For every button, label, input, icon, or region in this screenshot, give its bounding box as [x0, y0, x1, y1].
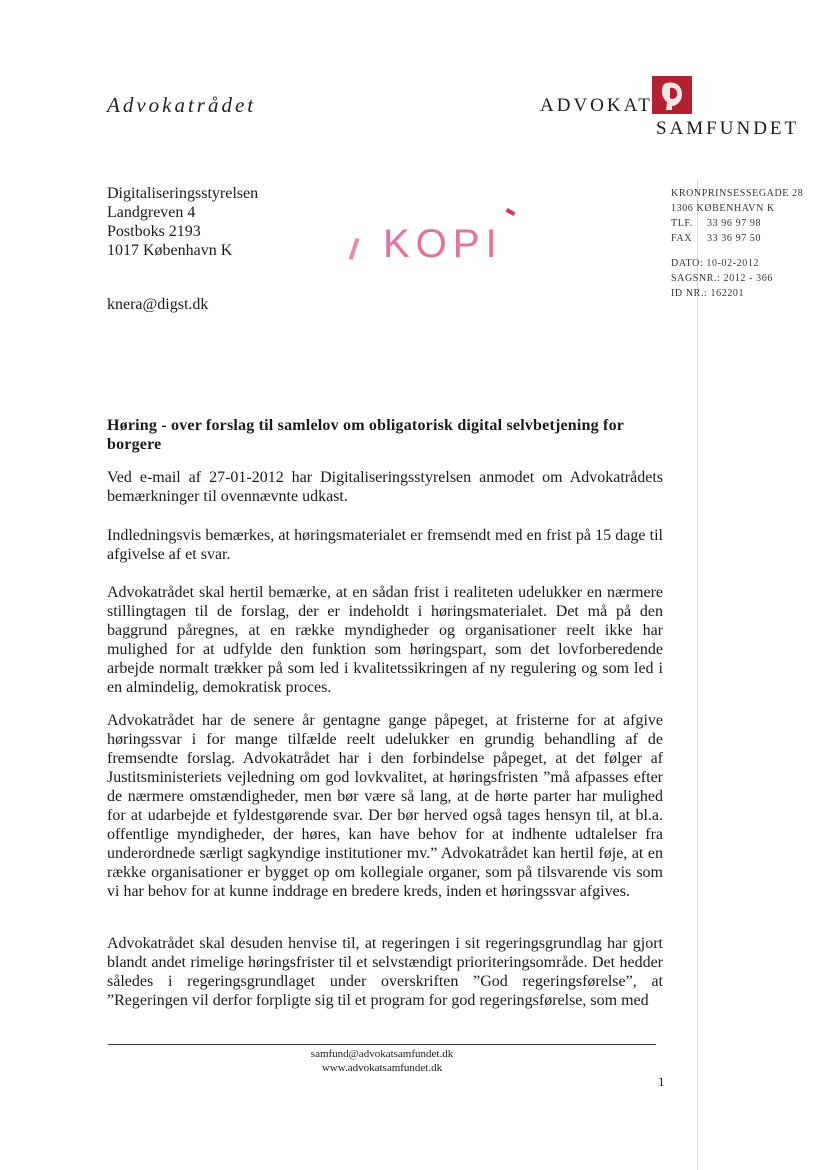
fax-number: 33 36 97 50: [707, 233, 762, 244]
footer-contact: [108, 1047, 656, 1075]
logo-text-samfundet: SAMFUNDET: [656, 118, 800, 139]
id-number: ID NR.: 162201: [671, 288, 745, 299]
organisation-name: Advokatrådet: [107, 93, 257, 117]
body-paragraph: Ved e-mail af 27-01-2012 har Digitaliseringsstyrelsen anmodet om Advokatrådets bemærkninger til ovennævnte udkast.: [107, 469, 663, 505]
sender-street: KRONPRINSESSEGADE 28: [671, 188, 804, 199]
kopi-stamp: KOPI: [383, 222, 503, 266]
margin-divider: [697, 180, 698, 1170]
footer-email: samfund@advokatsamfundet.dk: [310, 1048, 454, 1060]
sender-fax: [671, 231, 803, 246]
body-paragraph: Indledningsvis bemærkes, at høringsmaterialet er fremsendt med en frist på 15 dage til afgivelse af et svar.: [107, 527, 663, 563]
letter-date: DATO: 10-02-2012: [671, 258, 760, 269]
sender-phone: [671, 216, 803, 231]
fax-label: FAX: [671, 233, 693, 244]
recipient-address: [107, 184, 258, 260]
recipient-line: Digitaliseringsstyrelsen: [107, 185, 259, 202]
recipient-line: Landgreven 4: [107, 204, 196, 221]
logo-text-advokat: ADVOKAT: [540, 95, 653, 116]
footer-website: www.advokatsamfundet.dk: [321, 1062, 443, 1074]
phone-label: TLF.: [671, 218, 693, 229]
sender-info: [671, 186, 803, 301]
recipient-line: 1017 København K: [107, 242, 233, 259]
case-number: SAGSNR.: 2012 - 366: [671, 273, 773, 284]
letter-subject: Høring - over forslag til samlelov om obligatorisk digital selvbetjening for borgere: [107, 417, 624, 453]
recipient-email: knera@digst.dk: [107, 296, 209, 313]
page-number: 1: [658, 1074, 665, 1089]
recipient-line: Postboks 2193: [107, 223, 201, 240]
body-paragraph: Advokatrådet har de senere år gentagne gange påpeget, at fristerne for at afgive høringssvar i for mange tilfælde reelt udelukker en grundig behandling af de fremsendte forslag. Advokatrådet har i den forbindelse påpeget, at det følger af Justitsministeriets vejledning om god lovkvalitet, at høringsfristen ”må afpasses efter de nærmere omstændigheder, men bør være så lang, at de hørte parter har mulighed for at udarbejde et fyldestgørende svar. Der bør herved også tages hensyn til, at bl.a. offentlige myndigheder, der høres, kan have behov for at indhente udtalelser fra underordnede særligt sagkyndige institutioner mv.” Advokatrådet kan hertil føje, at en række organisationer er bygget op om kollegiale organer, som på tilsvarende vis som vi har behov for at kunne inddrage en bredere kreds, inden et høringssvar afgives.: [107, 712, 663, 900]
advokatsamfundet-seal-icon: [652, 76, 692, 114]
stamp-mark: [506, 208, 516, 216]
body-paragraph: Advokatrådet skal hertil bemærke, at en sådan frist i realiteten udelukker en nærmere stillingtagen til de forslag, der er indeholdt i høringsmaterialet. Det må på den baggrund påregnes, at en række myndigheder og organisationer reelt ikke har mulighed for at udfylde den funktion som høringspart, som det lovforberedende arbejde normalt trækker på som led i kvalitetssikringen af ny regulering og som led i en almindelig, demokratisk proces.: [107, 584, 663, 696]
footer-divider: [108, 1044, 656, 1045]
sender-city: 1306 KØBENHAVN K: [671, 203, 775, 214]
stamp-mark: [349, 238, 360, 260]
phone-number: 33 96 97 98: [707, 218, 762, 229]
body-paragraph: Advokatrådet skal desuden henvise til, at regeringen i sit regeringsgrundlag har gjort blandt andet rimelige høringsfrister til et selvstændigt prioriteringsområde. Det hedder således i regeringsgrundlaget under overskriften ”God regeringsførelse”, at ”Regeringen vil derfor forpligte sig til et program for god regeringsførelse, som med: [107, 935, 663, 1009]
